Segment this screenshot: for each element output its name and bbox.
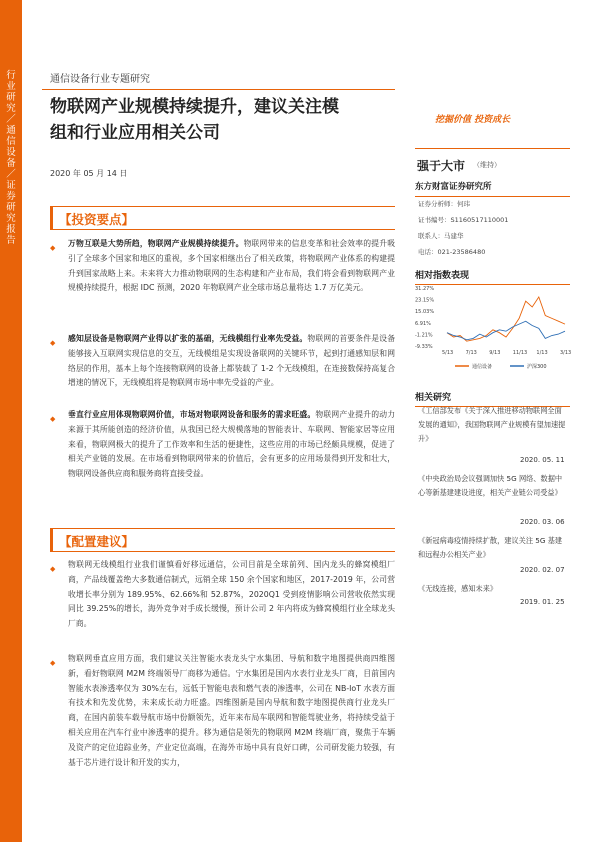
y-tick-label: 23.15%: [415, 297, 435, 304]
x-tick-label: 11/13: [512, 350, 528, 356]
bullet-3-bold: 垂直行业应用体现物联网价值，市场对物联网设备和服务的需求旺盛。: [68, 410, 316, 419]
bullet-arrow-icon: ◆: [50, 415, 56, 423]
relative-index-chart: [415, 284, 570, 384]
related-date-3: 2020. 02. 07: [520, 566, 565, 574]
related-date-2: 2020. 03. 06: [520, 518, 565, 526]
x-tick-label: 3/13: [560, 350, 572, 356]
bullet-1: [50, 237, 395, 296]
bullet-3: [50, 408, 395, 482]
legend-label: 通信设备: [472, 364, 493, 370]
x-tick-label: 1/13: [536, 350, 548, 356]
slogan: 挖掘价值 投资成长: [435, 115, 511, 125]
y-tick-label: 6.91%: [415, 320, 431, 327]
series-line-1: [447, 297, 565, 341]
legend-label: 沪深300: [527, 364, 547, 370]
bullet-arrow-icon: ◆: [50, 244, 56, 252]
cert-line: 证书编号：S1160517110001: [418, 216, 509, 224]
bullet-1-bold: 万物互联是大势所趋，物联网产业规模持续提升。: [68, 239, 244, 248]
related-item-1[interactable]: 《工信部发布《关于深入推进移动物联网全面发展的通知》，我国物联网产业规模有望加速提升》: [418, 406, 566, 443]
section-invest-points: [50, 206, 395, 230]
y-tick-label: -1.21%: [415, 332, 433, 339]
bullet-2-text: 物联网的首要条件是设备能够接入互联网实现信息的交互，无线模组是实现设备联网的关键环节，起到打通感知层和网络层的作用，基本上每个连接物联网的设备上都装载了 1-2 个无线模组，在连接数保持高复合增速的情况下，无线模组将是物联网市场中率先受益的产业。: [68, 334, 396, 388]
related-item-2[interactable]: 《中央政治局会议强调加快 5G 网络、数据中心等新基建建设进度，相关产业链公司受益》: [418, 474, 563, 497]
bullet-2-bold: 感知层设备是物联网产业得以扩张的基础，无线模组行业率先受益。: [68, 334, 308, 343]
chart-svg: [415, 284, 570, 374]
bullet-1-text: 物联网带来的信息变革和社会效率的提升吸引了全球多个国家和地区的重视，多个国家相继出台了相关政策，将物联网产业体系的构建提升到国家战略上来。未来将大力推动物联网的生态构建和产业布局，我们将会看到物联网产业规模持续提升，根据 IDC 预测，2020 年物联网产业全球市场总量将达 1.7 万亿美元。: [68, 239, 395, 293]
related-date-4: 2019. 01. 25: [520, 598, 565, 606]
rating: 强于大市: [417, 159, 466, 173]
x-tick-label: 9/13: [489, 350, 501, 356]
section-allocation: [50, 528, 395, 552]
bullet-4: [50, 558, 395, 632]
phone-line: 电话：021-23586480: [418, 248, 486, 256]
report-type: 通信设备行业专题研究: [50, 74, 150, 85]
bullet-arrow-icon: ◆: [50, 339, 56, 347]
section-allocation-title: 【配置建议】: [59, 534, 135, 549]
org-name: 东方财富证券研究所: [415, 180, 570, 197]
bullet-5-text: 物联网垂直应用方面，我们建议关注智能水表龙头宁水集团、导航和数字地图提供商四维图新，看好物联网 M2M 终端领导厂商移为通信。宁水集团是国内水表行业龙头厂商，目前国内智能水表渗透率仅为 30%左右，远低于智能电表和燃气表的渗透率，公司在 NB-IoT 水表方面有技术和先发优势，未来成长动力旺盛。四维图新是国内导航和数字地图提供商行业龙头厂商，在国内前装车载导航市场中份额领先，近年来布局车联网和智能驾驶业务，将持续受益于相关应用在汽车行业中渗透率的提升。移为通信是领先的物联网 M2M 终端厂商，聚焦于车辆及资产的定位追踪业务，产业定位高端，在海外市场中具有良好口碑，公司研发能力较强，有基于芯片进行设计和开发的实力，: [68, 654, 395, 767]
x-tick-label: 7/13: [465, 350, 477, 356]
report-date: 2020 年 05 月 14 日: [50, 169, 128, 178]
section-invest-points-title: 【投资要点】: [59, 212, 135, 227]
rating-sub: （维持）: [473, 161, 501, 169]
x-tick-label: 5/13: [442, 350, 454, 356]
left-sidebar: [0, 0, 22, 842]
bullet-2: [50, 332, 395, 391]
bullet-3-text: 物联网产业提升的动力来源于其所能创造的经济价值，从我国已经大规模落地的智能表计、车联网、智能家居等应用来看，物联网极大的提升了工作效率和生活的便捷性，这些应用的市场已经颇具规模，促进了相关产业链的发展。在市场看到物联网带来的价值后，会有更多的应用场景得到开发和壮大，物联网设备供应商和服务商将直接受益。: [68, 410, 396, 479]
title-line-2: 组和行业应用相关公司: [50, 123, 220, 143]
y-tick-label: -9.33%: [415, 344, 433, 350]
related-item-4[interactable]: 《无线连接，感知未来》: [418, 584, 498, 593]
y-tick-label: 31.27%: [415, 286, 435, 292]
analyst-line: 证券分析师：何玮: [418, 200, 470, 208]
title-line-1: 物联网产业规模持续提升，建议关注模: [50, 97, 339, 117]
related-heading: 相关研究: [415, 390, 570, 407]
report-title: [50, 94, 395, 146]
sidebar-text: 行业研究／通信设备／证券研究报告: [6, 70, 16, 246]
chart-heading: 相对指数表现: [415, 268, 570, 285]
bullet-5: [50, 652, 395, 770]
related-date-1: 2020. 05. 11: [520, 456, 565, 464]
bullet-4-text: 物联网无线模组行业我们谨慎看好移远通信，公司目前是全球前列、国内龙头的蜂窝模组厂商，产品线覆盖绝大多数通信制式，远销全球 150 余个国家和地区，2017-2019 年，公司营收增长率分别为 189.95%、62.66%和 52.87%，2020Q1 受到疫情影响公司营收依然实现同比 39.25%的增长，海外竞争对手成长缓慢，预计公司 2 年内将成为蜂窝模组行业全球龙头厂商。: [68, 560, 395, 629]
y-tick-label: 15.03%: [415, 309, 435, 316]
related-item-3[interactable]: 《新冠病毒疫情持续扩散，建议关注 5G 基建和远程办公相关产业》: [418, 536, 563, 559]
bullet-arrow-icon: ◆: [50, 659, 56, 667]
contact-line: 联系人：马建华: [418, 232, 464, 240]
bullet-arrow-icon: ◆: [50, 565, 56, 573]
rating-box: [415, 148, 570, 174]
report-header: [42, 62, 395, 90]
